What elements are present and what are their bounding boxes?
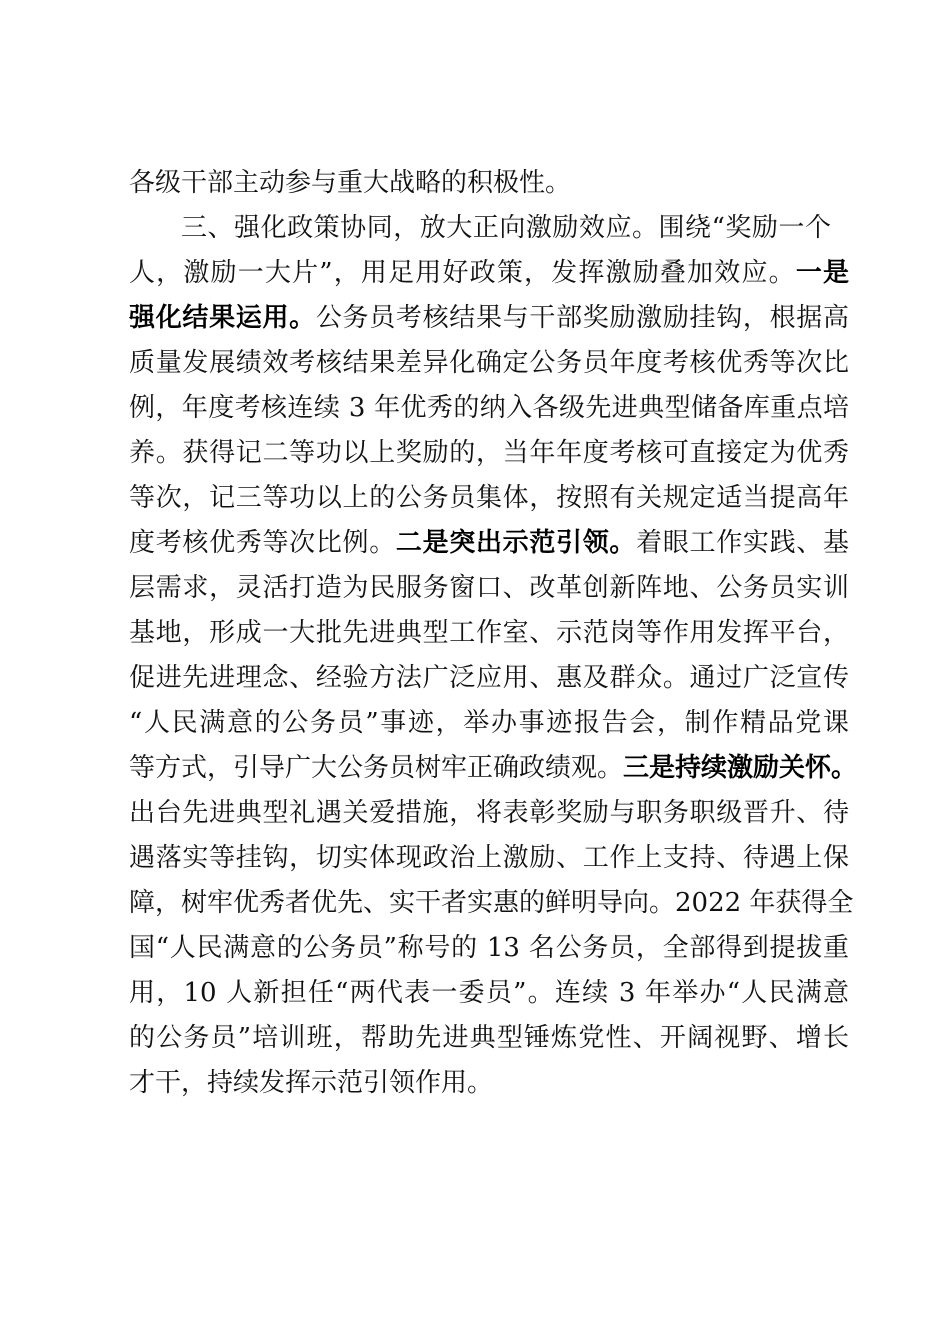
text-run: 例，年度考核连续 3 年优秀的纳入各级先进典型储备库重点培 — [129, 393, 849, 423]
text-line — [129, 523, 849, 563]
text-run: 人，激励一大片”，用足用好政策，发挥激励叠加效应。 — [129, 258, 796, 288]
bold-run: 一是 — [795, 258, 849, 288]
text-run: 等方式，引导广大公务员树牢正确政绩观。 — [129, 753, 624, 783]
text-run: “人民满意的公务员”事迹，举办事迹报告会，制作精品党课 — [129, 708, 849, 738]
text-run: 质量发展绩效考核结果差异化确定公务员年度考核优秀等次比 — [129, 348, 849, 378]
text-line — [129, 163, 849, 203]
text-line — [129, 883, 854, 923]
text-line — [129, 388, 849, 428]
text-line — [129, 613, 849, 653]
text-line — [129, 253, 849, 293]
text-line — [129, 703, 849, 743]
text-run: 三、强化政策协同，放大正向激励效应。围绕“奖励一个 — [181, 213, 831, 243]
text-run: 着眼工作实践、基 — [636, 528, 849, 558]
text-run: 才干，持续发挥示范引领作用。 — [129, 1068, 494, 1098]
text-run: 用，10 人新担任“两代表一委员”。连续 3 年举办“人民满意 — [129, 978, 849, 1008]
text-run: 促进先进理念、经验方法广泛应用、惠及群众。通过广泛宣传 — [129, 663, 849, 693]
text-line — [129, 298, 849, 338]
text-line — [129, 928, 849, 968]
text-line — [129, 478, 849, 518]
text-line — [129, 433, 849, 473]
text-run: 公务员考核结果与干部奖励激励挂钩，根据高 — [315, 303, 849, 333]
text-run: 养。获得记二等功以上奖励的，当年年度考核可直接定为优秀 — [129, 438, 849, 468]
text-run: 各级干部主动参与重大战略的积极性。 — [129, 168, 572, 198]
text-line — [129, 973, 849, 1013]
text-line — [129, 658, 849, 698]
text-run: 等次，记三等功以上的公务员集体，按照有关规定适当提高年 — [129, 483, 849, 513]
text-line — [129, 793, 849, 833]
text-run: 度考核优秀等次比例。 — [129, 528, 396, 558]
text-run: 出台先进典型礼遇关爱措施，将表彰奖励与职务职级晋升、待 — [129, 798, 849, 828]
text-run: 障，树牢优秀者优先、实干者实惠的鲜明导向。2022 年获得全 — [129, 888, 854, 918]
text-run: 层需求，灵活打造为民服务窗口、改革创新阵地、公务员实训 — [129, 573, 849, 603]
text-line — [129, 838, 849, 878]
bold-run: 三是持续激励关怀。 — [623, 753, 858, 783]
text-run: 的公务员”培训班，帮助先进典型锤炼党性、开阔视野、增长 — [129, 1023, 849, 1053]
paragraph-heading-line — [181, 208, 831, 248]
text-line — [129, 568, 849, 608]
text-line — [129, 1063, 849, 1103]
bold-run: 二是突出示范引领。 — [395, 528, 637, 558]
text-line — [129, 343, 849, 383]
text-run: 基地，形成一大批先进典型工作室、示范岗等作用发挥平台， — [129, 618, 849, 648]
text-line — [129, 748, 858, 788]
text-line — [129, 1018, 849, 1058]
text-run: 遇落实等挂钩，切实体现政治上激励、工作上支持、待遇上保 — [129, 843, 849, 873]
bold-run: 强化结果运用。 — [129, 303, 316, 333]
text-run: 国“人民满意的公务员”称号的 13 名公务员，全部得到提拔重 — [129, 933, 849, 963]
